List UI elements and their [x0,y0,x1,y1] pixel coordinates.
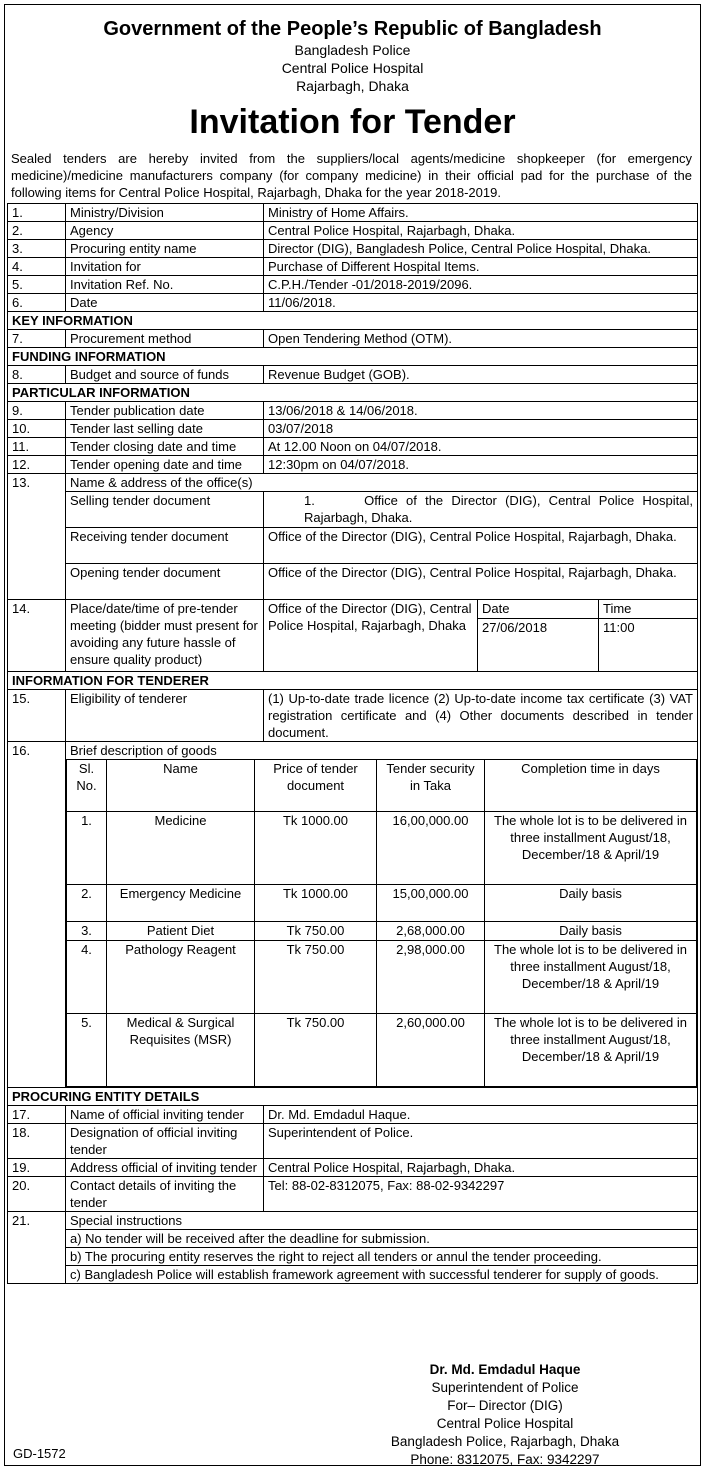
row-value: Central Police Hospital, Rajarbagh, Dhaka. [264,1159,698,1177]
row-value: Dr. Md. Emdadul Haque. [264,1106,698,1124]
row-value: 03/07/2018 [264,420,698,438]
row-value: Tel: 88-02-8312075, Fax: 88-02-9342297 [264,1177,698,1212]
goods-header: Completion time in days [485,760,697,812]
row-label: Name & address of the office(s) [66,474,698,492]
org-name: Bangladesh Police [294,42,411,58]
signatory-designation: Superintendent of Police [431,1380,579,1395]
goods-price: Tk 750.00 [255,1014,377,1087]
row-label: Name of official inviting tender [66,1106,264,1124]
meeting-cell [264,600,698,672]
table-row [8,420,698,438]
row-value: Central Police Hospital, Rajarbagh, Dhaka. [264,222,698,240]
table-row [8,528,698,564]
table-row [8,1106,698,1124]
table-row [8,600,698,672]
goods-header: Price of tender document [255,760,377,812]
header [5,17,700,143]
table-row [8,294,698,312]
section-heading: INFORMATION FOR TENDERER [8,672,698,690]
table-row [8,258,698,276]
table-row [8,330,698,348]
goods-cell [66,742,698,1088]
row-number: 12. [8,456,66,474]
row-number: 5. [8,276,66,294]
table-row [8,1212,698,1230]
hospital-name: Central Police Hospital [281,60,424,76]
row-number: 9. [8,402,66,420]
table-row [8,1159,698,1177]
goods-completion: Daily basis [485,922,697,941]
table-row [8,366,698,384]
goods-name: Emergency Medicine [107,885,255,922]
goods-price: Tk 750.00 [255,941,377,1014]
goods-sl: 1. [67,812,107,885]
row-number: 15. [8,690,66,742]
row-number: 8. [8,366,66,384]
goods-header: Sl. No. [67,760,107,812]
row-label: Procuring entity name [66,240,264,258]
receiving-label: Receiving tender document [66,528,264,564]
row-number: 11. [8,438,66,456]
meeting-place: Office of the Director (DIG), Central Police Hospital, Rajarbagh, Dhaka [264,600,478,671]
goods-name: Medical & Surgical Requisites (MSR) [107,1014,255,1087]
row-value: C.P.H./Tender -01/2018-2019/2096. [264,276,698,294]
tender-notice [4,4,701,1466]
goods-sl: 5. [67,1014,107,1087]
row-number: 19. [8,1159,66,1177]
signatory-name: Dr. Md. Emdadul Haque [429,1362,581,1377]
row-number: 6. [8,294,66,312]
goods-header: Name [107,760,255,812]
table-row [8,564,698,600]
row-value: Superintendent of Police. [264,1124,698,1159]
row-value: 13/06/2018 & 14/06/2018. [264,402,698,420]
row-number: 20. [8,1177,66,1212]
row-value: Open Tendering Method (OTM). [264,330,698,348]
row-label: Designation of official inviting tender [66,1124,264,1159]
selling-label: Selling tender document [66,492,264,528]
signatory-hospital: Central Police Hospital [436,1416,574,1431]
table-row [8,1124,698,1159]
row-label: Address official of inviting tender [66,1159,264,1177]
date-label: Date [478,600,599,619]
row-label: Procurement method [66,330,264,348]
government-title: Government of the People’s Republic of Bangladesh [103,18,602,40]
row-value: 11/06/2018. [264,294,698,312]
location: Rajarbagh, Dhaka [296,78,409,94]
table-row [8,222,698,240]
signatory-address: Bangladesh Police, Rajarbagh, Dhaka [390,1434,620,1449]
row-number: 21. [8,1212,66,1284]
row-number: 4. [8,258,66,276]
row-value: (1) Up-to-date trade licence (2) Up-to-date income tax certificate (3) VAT registration certificate and (4) Other documents described in tender document. [264,690,698,742]
row-number: 1. [8,204,66,222]
row-label: Agency [66,222,264,240]
row-label: Tender last selling date [66,420,264,438]
goods-row [67,941,697,1014]
time-label: Time [599,600,698,619]
row-label: Tender opening date and time [66,456,264,474]
section-heading: FUNDING INFORMATION [8,348,698,366]
goods-security: 2,60,000.00 [377,1014,485,1087]
goods-header: Tender security in Taka [377,760,485,812]
goods-sl: 2. [67,885,107,922]
row-label: Eligibility of tenderer [66,690,264,742]
row-label: Budget and source of funds [66,366,264,384]
goods-security: 2,98,000.00 [377,941,485,1014]
section-heading: PARTICULAR INFORMATION [8,384,698,402]
signature-block [370,1361,640,1469]
row-number: 7. [8,330,66,348]
row-number: 17. [8,1106,66,1124]
signatory-phone: Phone: 8312075, Fax: 9342297 [410,1452,600,1467]
row-label: Tender closing date and time [66,438,264,456]
row-label: Invitation Ref. No. [66,276,264,294]
table-row [8,456,698,474]
goods-name: Patient Diet [107,922,255,941]
table-row [8,240,698,258]
goods-price: Tk 1000.00 [255,812,377,885]
row-value: Purchase of Different Hospital Items. [264,258,698,276]
goods-table [66,759,697,1087]
receiving-value: Office of the Director (DIG), Central Police Hospital, Rajarbagh, Dhaka. [264,528,698,564]
meeting-date: 27/06/2018 [478,619,599,672]
goods-name: Medicine [107,812,255,885]
row-label: Brief description of goods [70,743,217,758]
row-value: Director (DIG), Bangladesh Police, Central Police Hospital, Dhaka. [264,240,698,258]
goods-name: Pathology Reagent [107,941,255,1014]
row-value: 12:30pm on 04/07/2018. [264,456,698,474]
row-label: Invitation for [66,258,264,276]
goods-security: 2,68,000.00 [377,922,485,941]
row-number: 2. [8,222,66,240]
row-label: Date [66,294,264,312]
row-value: At 12.00 Noon on 04/07/2018. [264,438,698,456]
row-number: 18. [8,1124,66,1159]
instruction-c: c) Bangladesh Police will establish framework agreement with successful tenderer for supply of goods. [66,1266,698,1284]
goods-security: 15,00,000.00 [377,885,485,922]
table-row [8,474,698,492]
page-title: Invitation for Tender [189,103,516,141]
goods-completion: The whole lot is to be delivered in three installment August/18, December/18 & April/19 [485,812,697,885]
row-label: Ministry/Division [66,204,264,222]
table-row [8,690,698,742]
table-row [8,492,698,528]
goods-completion: The whole lot is to be delivered in three installment August/18, December/18 & April/19 [485,1014,697,1087]
row-number: 13. [8,474,66,600]
selling-number: 1. [304,493,315,508]
opening-value: Office of the Director (DIG), Central Police Hospital, Rajarbagh, Dhaka. [264,564,698,600]
goods-row [67,885,697,922]
footer-code: GD-1572 [13,1446,66,1461]
info-table [7,203,698,1284]
table-row [8,402,698,420]
row-label: Tender publication date [66,402,264,420]
goods-row [67,1014,697,1087]
selling-value [264,492,698,528]
goods-sl: 3. [67,922,107,941]
goods-row [67,922,697,941]
goods-price: Tk 1000.00 [255,885,377,922]
section-heading: PROCURING ENTITY DETAILS [8,1088,698,1106]
signatory-for: For– Director (DIG) [447,1398,563,1413]
row-value: Ministry of Home Affairs. [264,204,698,222]
section-heading: KEY INFORMATION [8,312,698,330]
row-label: Special instructions [66,1212,698,1230]
row-number: 10. [8,420,66,438]
table-row [8,204,698,222]
row-label: Contact details of inviting the tender [66,1177,264,1212]
row-value: Revenue Budget (GOB). [264,366,698,384]
goods-row [67,812,697,885]
goods-security: 16,00,000.00 [377,812,485,885]
table-row [8,742,698,1088]
meeting-time: 11:00 [599,619,698,672]
goods-completion: The whole lot is to be delivered in three installment August/18, December/18 & April/19 [485,941,697,1014]
opening-label: Opening tender document [66,564,264,600]
instruction-a: a) No tender will be received after the deadline for submission. [66,1230,698,1248]
goods-price: Tk 750.00 [255,922,377,941]
row-number: 16. [8,742,66,1088]
row-number: 3. [8,240,66,258]
intro-paragraph: Sealed tenders are hereby invited from the suppliers/local agents/medicine shopkeeper (for emergency medicine)/medicine manufacturers company (for company medicine) in their official pad for the purchase of the following items for Central Police Hospital, Rajarbagh, Dhaka for the year 2018-2019. [11,151,692,200]
row-number: 14. [8,600,66,672]
table-row [8,276,698,294]
row-label: Place/date/time of pre-tender meeting (bidder must present for avoiding any future hassle of ensure quality product) [66,600,264,672]
selling-office: Office of the Director (DIG), Central Police Hospital, Rajarbagh, Dhaka. [304,493,693,525]
table-row [8,1177,698,1212]
table-row [8,438,698,456]
instruction-b: b) The procuring entity reserves the right to reject all tenders or annul the tender proceeding. [66,1248,698,1266]
goods-completion: Daily basis [485,885,697,922]
goods-sl: 4. [67,941,107,1014]
